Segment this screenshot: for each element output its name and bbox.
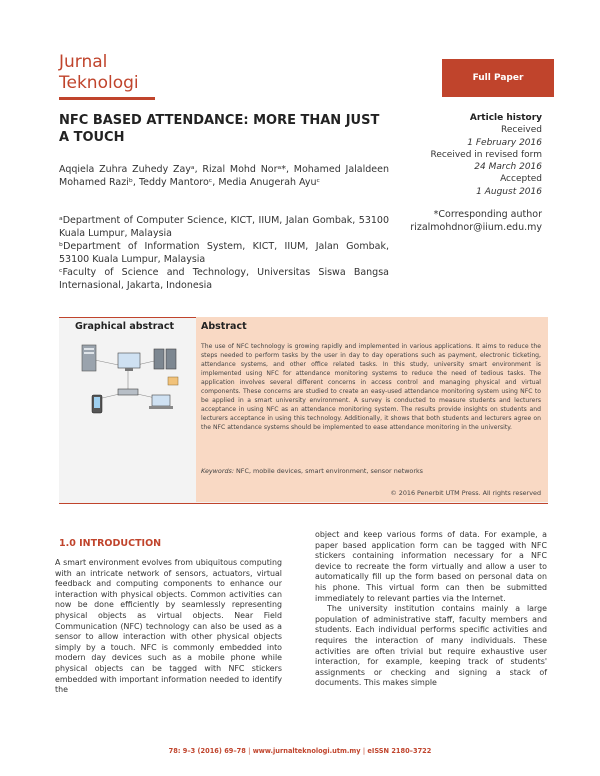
server-rack-icon bbox=[154, 349, 176, 369]
footer-volume: 78: 9–3 (2016) 69–78 bbox=[168, 747, 246, 755]
paper-type-badge bbox=[442, 59, 554, 97]
history-title: Article history bbox=[469, 113, 542, 123]
keywords-label: Keywords: bbox=[201, 467, 234, 475]
affiliation-a: ᵃDepartment of Computer Science, KICT, IIUM, Jalan Gombak, 53100 Kuala Lumpur, Malaysia bbox=[59, 215, 389, 239]
footer-website[interactable]: www.jurnalteknologi.utm.my bbox=[252, 747, 361, 755]
paper-type-label: Full Paper bbox=[472, 73, 524, 83]
introduction-heading: 1.0 INTRODUCTION bbox=[59, 538, 162, 549]
affiliations bbox=[59, 214, 389, 292]
corresponding-label: *Corresponding author bbox=[433, 209, 542, 220]
journal-name-line2: Teknologi bbox=[59, 73, 139, 93]
received-date: 1 February 2016 bbox=[467, 137, 542, 148]
page-footer bbox=[0, 747, 600, 755]
received-label: Received bbox=[501, 125, 542, 136]
article-history bbox=[402, 112, 542, 198]
intro-paragraph-3: The university institution contains mainly a large population of administrative staff, faculty members and students. Each individual performs specific activities and requires the interaction of many individuals. These activities are often trivial but require exhaustive user interaction, for example, keeping track of students' assignments or checking and signing a stack of documents. This makes simple bbox=[315, 604, 547, 688]
affiliation-c: ᶜFaculty of Science and Technology, Universitas Siswa Bangsa Internasional, Jakarta, Indonesia bbox=[59, 267, 389, 291]
author-list: Aqqiela Zuhra Zuhedy Zayᵃ, Rizal Mohd Norᵃ*, Mohamed Jalaldeen Mohamed Raziᵇ, Teddy Mantoroᶜ, Media Anugerah Ayuᶜ bbox=[59, 164, 389, 188]
intro-paragraph-2: object and keep various forms of data. For example, a paper based application form can be tagged with NFC stickers containing information necessary for a NFC device to recreate the form virtually and allow a user to automatically fill up the form based on personal data on his phone. This virtual form can then be submitted immediately to relevant parties via the Internet. bbox=[315, 530, 547, 603]
introduction-right-column bbox=[315, 530, 547, 689]
corresponding-email[interactable]: rizalmohdnor@iium.edu.my bbox=[410, 222, 542, 233]
copyright-notice: © 2016 Penerbit UTM Press. All rights reserved bbox=[390, 489, 541, 497]
journal-underline bbox=[59, 97, 155, 100]
phone-icon bbox=[92, 395, 102, 413]
revised-date: 24 March 2016 bbox=[474, 162, 542, 173]
revised-label: Received in revised form bbox=[430, 149, 542, 160]
graphical-abstract-title: Graphical abstract bbox=[75, 321, 174, 332]
footer-separator-2: | bbox=[362, 747, 366, 755]
intro-paragraph-1: A smart environment evolves from ubiquitous computing with an intricate network of sensors, actuators, virtual feedback and computing components to enhance our interaction with physical objects. Common activities can now be done efficiently by seamlessly representing physical objects as virtual objects. Near Field Communication (NFC) technology can also be used as a sensor to allow interaction with other physical objects simply by a touch. NFC is commonly embedded into modern day devices such as a mobile phone while physical objects can be tagged with NFC stickers embedded with important information needed to identify the bbox=[55, 558, 282, 695]
accepted-date: 1 August 2016 bbox=[476, 186, 542, 197]
journal-name bbox=[59, 52, 139, 94]
corresponding-author bbox=[380, 208, 542, 234]
accepted-label: Accepted bbox=[500, 174, 542, 185]
nfc-tag-icon bbox=[168, 377, 178, 385]
abstract-title: Abstract bbox=[201, 321, 247, 332]
footer-issn: eISSN 2180–3722 bbox=[367, 747, 432, 755]
paper-title: NFC BASED ATTENDANCE: MORE THAN JUST A TOUCH bbox=[59, 113, 380, 145]
footer-separator-1: | bbox=[248, 747, 251, 755]
keywords-list: NFC, mobile devices, smart environment, sensor networks bbox=[236, 467, 423, 475]
computer-icon bbox=[118, 353, 140, 371]
keywords bbox=[201, 467, 541, 475]
server-icon bbox=[82, 345, 96, 371]
affiliation-b: ᵇDepartment of Information System, KICT, IIUM, Jalan Gombak, 53100 Kuala Lumpur, Malaysia bbox=[59, 241, 389, 265]
abstract-text: The use of NFC technology is growing rapidly and implemented in various applications. It aims to reduce the steps needed to perform tasks by the user in day to day operations such as payment, electronic ticketing, attendance systems, and other office related tasks. In this study, university smart environment is implemented using NFC for attendance monitoring systems to reduce the need of tedious tasks. The application involves several different concerns in access control and managing physical and virtual components. These concerns are studied to create an easy-used attendance monitoring system using NFC to be applied in a smart university environment. A survey is conducted to measure students and lecturers acceptance in using NFC as an attendance monitoring system. The results provide insights on students and lecturers acceptance in using this technology. Additionally, it shows that both students and lecturers agree on the NFC attendance systems should be implemented to ease attendance monitoring in the university. bbox=[201, 343, 541, 431]
journal-name-line1: Jurnal bbox=[59, 52, 108, 72]
introduction-left-column bbox=[55, 558, 282, 696]
laptop-icon bbox=[149, 395, 173, 409]
hub-icon bbox=[118, 389, 138, 395]
graphical-abstract-diagram bbox=[68, 337, 188, 421]
